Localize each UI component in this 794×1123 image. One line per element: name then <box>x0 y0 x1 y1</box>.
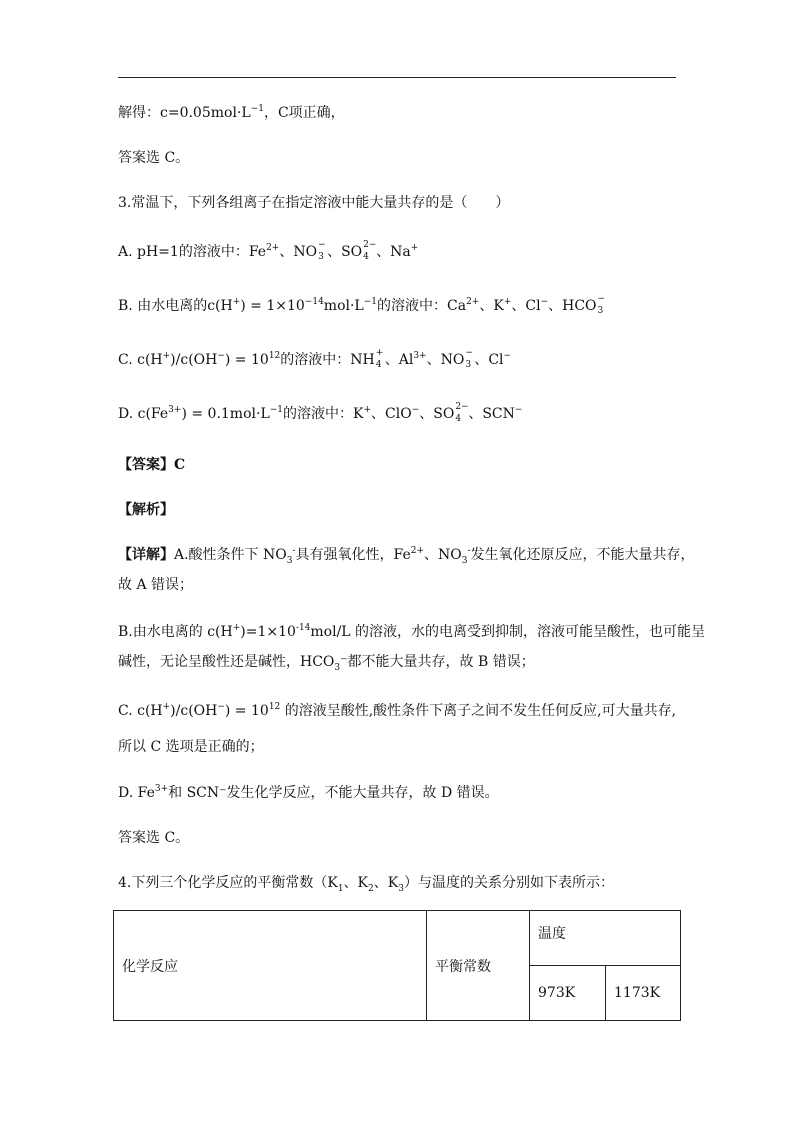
detail-a-line1: 【详解】A.酸性条件下 $NO_3^-$具有强氧化性，$Fe^{2+}$、$NO_3^-$发生氧化还原反应，不能大量共存， <box>118 546 695 566</box>
question-4: 4.下列三个化学反应的平衡常数（$K_1$、$K_2$、$K_3$）与温度的关系分别如下表所示： <box>118 875 614 894</box>
detail-a-line2: 故 A 错误； <box>118 577 194 593</box>
header-temp-973: 973K <box>530 966 606 1021</box>
detail-c-line2: 所以 C 选项是正确的； <box>118 739 264 755</box>
option-d: D. $c(Fe^{3+}) = 0.1mol\cdot L^{-1}$的溶液中：K+、ClO−、SO 2− 4 、SCN− <box>118 402 523 424</box>
header-rule <box>118 77 676 78</box>
detail-b-line2: 碱性，无论呈酸性还是碱性，$HCO_3^-$都不能大量共存，故 B 错误； <box>118 654 535 673</box>
option-b: B. 由水电离的$c(H^+) = 1\times 10^{-14}mol\cdot L^{-1}$的溶液中：$Ca^{2+}$、K+、Cl−、HCO − 3 <box>118 294 606 316</box>
detail-d-line: D. $Fe^{3+}$和 SCN⁻发生化学反应，不能大量共存，故 D 错误。 <box>118 784 499 801</box>
detail-b-line1: B.由水电离的 $c(H^+)=1\times 10^{-14}mol/L$ 的溶液，水的电离受到抑制，溶液可能呈酸性，也可能呈 <box>118 623 706 640</box>
detail-c-line1: C. $c(H^+)/c(OH^-) = 10^{12}$ 的溶液呈酸性,酸性条件下离子之间不发生任何反应,可大量共存, <box>118 702 677 719</box>
header-constant: 平衡常数 <box>427 911 530 1021</box>
answer-tag: 【答案】C <box>118 457 186 473</box>
option-a: A. pH=1的溶液中：$Fe^{2+}$、NO − 3 、SO 2− 4 、Na+ <box>118 240 419 262</box>
header-temperature: 温度 <box>530 911 681 966</box>
answer-choose: 答案选 C。 <box>118 830 190 846</box>
equilibrium-table <box>113 910 681 1021</box>
solve-line: 解得：$c=0.05mol\cdot L^{-1}$，C项正确， <box>118 104 345 121</box>
header-temp-1173: 1173K <box>606 966 681 1021</box>
question-3: 3.常温下，下列各组离子在指定溶液中能大量共存的是（ ） <box>118 195 510 211</box>
analysis-tag: 【解析】 <box>118 502 174 518</box>
answer-choose-prev: 答案选 C。 <box>118 150 190 166</box>
header-reaction: 化学反应 <box>114 911 427 1021</box>
option-c: C. $c(H^+)/c(OH^-) = 10^{12}$的溶液中：NH + 4 、$Al^{3+}$、NO − 3 、Cl− <box>118 348 512 370</box>
